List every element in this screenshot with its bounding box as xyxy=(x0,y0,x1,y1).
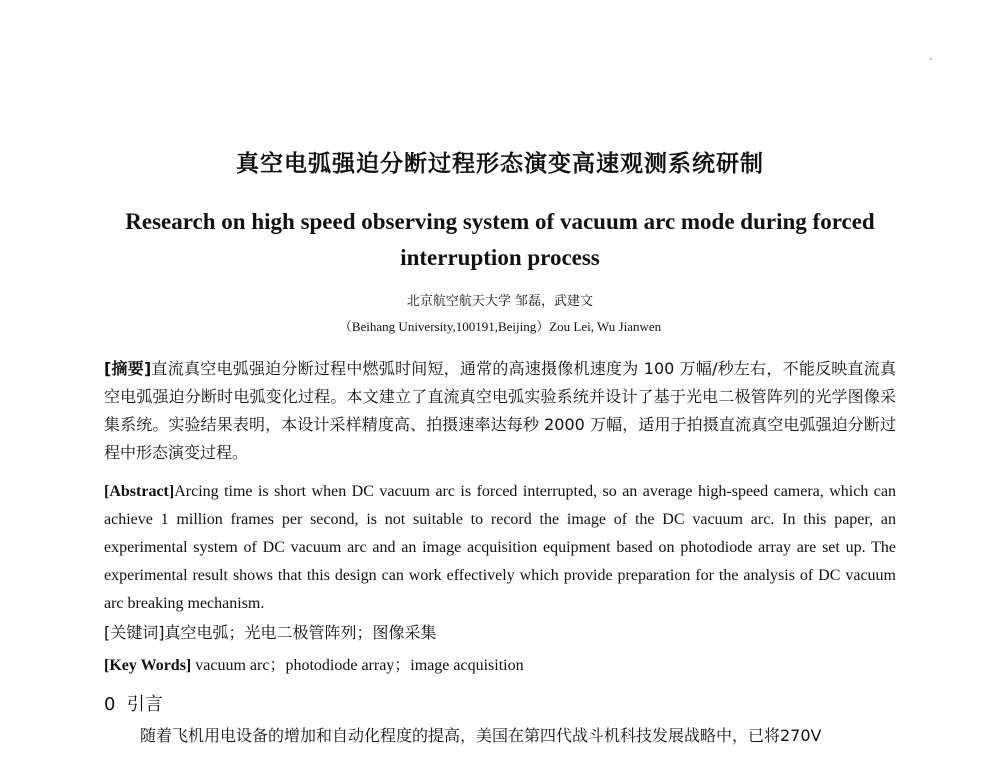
abstract-english xyxy=(104,478,896,618)
section-heading xyxy=(104,690,163,716)
section-title: 引言 xyxy=(126,694,163,715)
scan-speck xyxy=(930,58,932,60)
abstract-english-text: Arcing time is short when DC vacuum arc is forced interrupted, so an average high-speed camera, which can achieve 1 million frames per second, is not suitable to record the image of the DC vacuum arc. In this paper, an experimental system of DC vacuum arc and an image acquisition equipment based on photodiode array are set up. The experimental result shows that this design can work effectively which provide preparation for the analysis of DC vacuum arc breaking mechanism. xyxy=(104,483,896,612)
abstract-chinese xyxy=(104,355,896,467)
keywords-chinese-label: [关键词] xyxy=(104,623,165,642)
authors-chinese: 北京航空航天大学 邹磊，武建文 xyxy=(406,294,594,309)
title-chinese: 真空电弧强迫分断过程形态演变高速观测系统研制 xyxy=(236,151,764,177)
keywords-chinese-text: 真空电弧；光电二极管阵列；图像采集 xyxy=(164,623,437,642)
keywords-english xyxy=(104,652,896,675)
abstract-chinese-label: [摘要] xyxy=(104,359,152,378)
keywords-chinese xyxy=(104,620,896,643)
abstract-english-label: [Abstract] xyxy=(104,483,175,500)
abstract-chinese-text: 直流真空电弧强迫分断过程中燃弧时间短，通常的高速摄像机速度为 100 万幅/秒左右，不能反映直流真空电弧强迫分断时电弧变化过程。本文建立了直流真空电弧实验系统并设计了基于光电二极管阵列的光学图像采集系统。实验结果表明，本设计采样精度高、拍摄速率达每秒 2000 万幅，适用于拍摄直流真空电弧强迫分断过程中形态演变过程。 xyxy=(104,359,896,462)
keywords-english-text: vacuum arc；photodiode array；image acquisition xyxy=(191,657,524,674)
title-english: Research on high speed observing system of vacuum arc mode during forced interruption process xyxy=(125,209,875,270)
section-number: 0 xyxy=(104,694,116,715)
keywords-english-label: [Key Words] xyxy=(104,657,192,674)
intro-paragraph: 随着飞机用电设备的增加和自动化程度的提高，美国在第四代战斗机科技发展战略中，已将270V xyxy=(140,726,822,745)
authors-english: （Beihang University,100191,Beijing）Zou Lei, Wu Jianwen xyxy=(338,319,662,334)
